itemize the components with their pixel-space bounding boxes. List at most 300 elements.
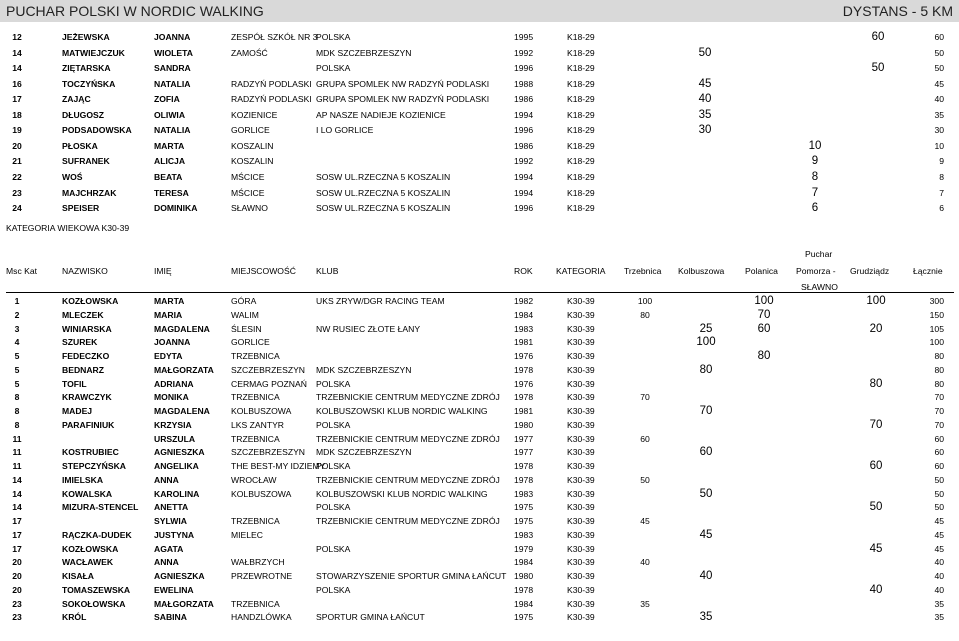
cell-total: 30	[934, 125, 944, 136]
cell-town: KOZIENICE	[231, 109, 278, 120]
cell-surname: TOFIL	[62, 378, 87, 389]
cell-first-name: MARTA	[154, 296, 185, 306]
cell-first-name: URSZULA	[154, 433, 196, 444]
col-kategoria: KATEGORIA	[556, 266, 606, 276]
cell-total: 40	[934, 571, 944, 581]
cell-town: GÓRA	[231, 296, 257, 306]
cell-club: SOSW UL.RZECZNA 5 KOSZALIN	[316, 187, 451, 198]
cell-club: KOLBUSZOWSKI KLUB NORDIC WALKING	[316, 406, 488, 416]
cell-town: WROCŁAW	[231, 474, 277, 485]
cell-town: MŚCICE	[231, 187, 265, 198]
cell-place: 17	[12, 516, 22, 526]
cell-town: KOSZALIN	[231, 156, 274, 167]
cell-total: 45	[934, 78, 944, 89]
cell-polanica: 60	[757, 322, 771, 335]
cell-surname: KOZŁOWSKA	[62, 543, 119, 554]
cell-club: POLSKA	[316, 63, 351, 74]
cell-town: GORLICE	[231, 337, 270, 348]
cell-town: ZESPÓŁ SZKÓŁ NR 3	[231, 32, 318, 42]
cell-town: KOLBUSZOWA	[231, 488, 292, 499]
table-row	[0, 122, 959, 139]
cell-total: 80	[934, 364, 944, 375]
cell-surname: PŁOSKA	[62, 140, 98, 151]
cell-town: LKS ZANTYR	[231, 419, 285, 430]
cell-total: 7	[939, 187, 944, 198]
cell-category: K30-39	[567, 502, 595, 513]
distance-label: DYSTANS - 5 KM	[842, 3, 953, 19]
cell-first-name: DOMINIKA	[154, 203, 198, 214]
cell-place: 20	[12, 557, 22, 568]
cell-category: K18-29	[567, 140, 595, 151]
category-title: KATEGORIA WIEKOWA K30-39	[6, 223, 130, 233]
cell-category: K30-39	[567, 378, 595, 389]
cell-year: 1996	[514, 203, 534, 214]
cell-town: HANDZLÓWKA	[231, 612, 292, 623]
cell-surname: KRÓL	[62, 612, 87, 623]
cell-total: 80	[934, 351, 944, 361]
cell-score-1: 35	[698, 108, 712, 121]
cell-year: 1992	[514, 156, 534, 167]
cell-town: KOSZALIN	[231, 140, 274, 151]
col-lacznie: Łącznie	[913, 266, 943, 276]
report-title: PUCHAR POLSKI W NORDIC WALKING	[6, 3, 264, 19]
col-msc: Msc Kat	[6, 266, 38, 276]
cell-total: 45	[934, 543, 944, 554]
cell-town: SŁAWNO	[231, 203, 268, 214]
cell-town: WAŁBRZYCH	[231, 557, 285, 568]
cell-grudziadz: 45	[869, 542, 883, 555]
cell-club: GRUPA SPOMLEK NW RADZYŃ PODLASKI	[316, 94, 490, 105]
cell-trzebnica: 70	[640, 392, 650, 403]
cell-year: 1975	[514, 502, 534, 513]
cell-total: 150	[929, 309, 944, 320]
cell-town: WALIM	[231, 309, 259, 320]
table-row	[0, 60, 959, 77]
cell-town: TRZEBNICA	[231, 516, 280, 526]
cell-category: K30-39	[567, 433, 595, 444]
cell-kolbuszowa: 45	[699, 528, 713, 541]
cell-total: 50	[934, 47, 944, 58]
cell-first-name: AGNIESZKA	[154, 571, 205, 581]
cell-total: 45	[934, 516, 944, 526]
cell-first-name: ANNA	[154, 557, 179, 568]
table-row	[0, 29, 959, 46]
cell-year: 1975	[514, 516, 534, 526]
cell-surname: KOWALSKA	[62, 488, 113, 499]
cell-category: K18-29	[567, 187, 595, 198]
cell-first-name: ANGELIKA	[154, 461, 199, 471]
cell-club: POLSKA	[316, 378, 351, 389]
cell-first-name: SABINA	[154, 612, 187, 623]
cell-category: K30-39	[567, 419, 595, 430]
cell-place: 20	[12, 571, 22, 581]
cell-first-name: ANETTA	[154, 502, 189, 513]
cell-club: GRUPA SPOMLEK NW RADZYŃ PODLASKI	[316, 78, 490, 89]
cell-total: 60	[934, 461, 944, 471]
cell-trzebnica: 60	[640, 433, 650, 444]
cell-category: K18-29	[567, 78, 595, 89]
cell-place: 5	[14, 351, 20, 361]
cell-first-name: NATALIA	[154, 125, 191, 136]
cell-place: 5	[14, 364, 20, 375]
cell-town: THE BEST-MY IDZIEMY	[231, 461, 326, 471]
cell-place: 23	[12, 187, 22, 198]
table-row	[0, 169, 959, 186]
cell-club: MDK SZCZEBRZESZYN	[316, 447, 412, 458]
cell-year: 1986	[514, 140, 534, 151]
cell-category: K30-39	[567, 392, 595, 403]
cell-kolbuszowa: 50	[699, 487, 713, 500]
cell-town: ŚLESIN	[231, 323, 262, 334]
cell-first-name: BEATA	[154, 171, 183, 182]
cell-score-1: 50	[698, 46, 712, 59]
cell-grudziadz: 80	[869, 377, 883, 390]
report-header	[0, 0, 959, 22]
cell-category: K30-39	[567, 488, 595, 499]
cell-first-name: MARIA	[154, 309, 183, 320]
cell-total: 40	[934, 584, 944, 595]
cell-club: NW RUSIEC ZŁOTE ŁANY	[316, 323, 421, 334]
cell-place: 14	[12, 47, 22, 58]
cell-category: K18-29	[567, 109, 595, 120]
cell-year: 1977	[514, 447, 534, 458]
cell-grudziadz: 20	[869, 322, 883, 335]
cell-year: 1984	[514, 309, 534, 320]
cell-total: 70	[934, 419, 944, 430]
cell-first-name: ADRIANA	[154, 378, 194, 389]
cell-club: TRZEBNICKIE CENTRUM MEDYCZNE ZDRÓJ	[316, 516, 500, 526]
cell-surname: KRAWCZYK	[62, 392, 112, 403]
cell-place: 8	[14, 392, 20, 403]
cell-club: KOLBUSZOWSKI KLUB NORDIC WALKING	[316, 488, 488, 499]
cell-category: K18-29	[567, 47, 595, 58]
cell-category: K30-39	[567, 474, 595, 485]
table-row	[0, 45, 959, 62]
col-grudziadz: Grudziądz	[850, 266, 890, 276]
cell-place: 20	[12, 584, 22, 595]
cell-year: 1994	[514, 109, 534, 120]
cell-kolbuszowa: 100	[696, 336, 716, 349]
cell-club: POLSKA	[316, 419, 351, 430]
cell-category: K30-39	[567, 406, 595, 416]
cell-surname: MIZURA-STENCEL	[62, 502, 139, 513]
cell-surname: IMIELSKA	[62, 474, 104, 485]
cell-total: 40	[934, 557, 944, 568]
cell-category: K30-39	[567, 529, 595, 540]
cell-surname: TOCZYŃSKA	[62, 78, 116, 89]
cell-score-2: 6	[811, 202, 819, 215]
cell-total: 60	[934, 32, 944, 42]
cell-club: UKS ZRYW/DGR RACING TEAM	[316, 296, 445, 306]
cell-year: 1988	[514, 78, 534, 89]
cell-total: 60	[934, 447, 944, 458]
col-imie: IMIĘ	[154, 266, 172, 276]
cell-place: 12	[12, 32, 22, 42]
cell-surname: BEDNARZ	[62, 364, 105, 375]
cell-total: 80	[934, 378, 944, 389]
cell-surname: SZUREK	[62, 337, 98, 348]
cell-total: 100	[929, 337, 944, 348]
cell-trzebnica: 80	[640, 309, 650, 320]
cell-place: 14	[12, 502, 22, 513]
cell-town: CERMAG POZNAŃ	[231, 378, 307, 389]
cell-surname: KISAŁA	[62, 571, 94, 581]
cell-town: SZCZEBRZESZYN	[231, 364, 306, 375]
cell-place: 4	[14, 337, 20, 348]
cell-total: 70	[934, 406, 944, 416]
cell-year: 1979	[514, 543, 534, 554]
cell-town: SZCZEBRZESZYN	[231, 447, 306, 458]
cell-first-name: TERESA	[154, 187, 189, 198]
table-row	[0, 200, 959, 217]
cell-score-4: 60	[871, 31, 885, 43]
cell-place: 18	[12, 109, 22, 120]
cell-grudziadz: 100	[866, 295, 886, 307]
table-row	[0, 153, 959, 170]
cell-first-name: AGNIESZKA	[154, 447, 205, 458]
cell-town: TRZEBNICA	[231, 433, 280, 444]
cell-trzebnica: 50	[640, 474, 650, 485]
cell-total: 50	[934, 474, 944, 485]
cell-category: K30-39	[567, 337, 595, 348]
cell-place: 14	[12, 474, 22, 485]
cell-score-2: 7	[811, 186, 819, 199]
cell-year: 1996	[514, 125, 534, 136]
cell-year: 1983	[514, 488, 534, 499]
cell-year: 1994	[514, 187, 534, 198]
cell-trzebnica: 40	[640, 557, 650, 568]
cell-total: 50	[934, 488, 944, 499]
cell-total: 60	[934, 433, 944, 444]
cell-total: 8	[939, 171, 944, 182]
cell-surname: TOMASZEWSKA	[62, 584, 131, 595]
cell-polanica: 70	[757, 308, 771, 321]
cell-surname: MLECZEK	[62, 309, 104, 320]
cell-kolbuszowa: 40	[699, 570, 713, 582]
cell-first-name: JOANNA	[154, 337, 191, 348]
cell-year: 1984	[514, 598, 534, 609]
cell-place: 8	[14, 419, 20, 430]
cell-surname: RĄCZKA-DUDEK	[62, 529, 132, 540]
cell-place: 17	[12, 529, 22, 540]
cell-place: 1	[14, 296, 20, 306]
col-puchar-line1: Puchar	[805, 249, 833, 259]
cell-category: K30-39	[567, 447, 595, 458]
cell-grudziadz: 50	[869, 501, 883, 514]
cell-surname: ZIĘTARSKA	[62, 63, 111, 74]
cell-town: TRZEBNICA	[231, 598, 280, 609]
cell-year: 1984	[514, 557, 534, 568]
cell-category: K18-29	[567, 63, 595, 74]
cell-year: 1983	[514, 323, 534, 334]
cell-polanica: 80	[757, 350, 771, 362]
cell-first-name: ZOFIA	[154, 94, 180, 105]
table-row	[0, 91, 959, 108]
cell-town: RADZYŃ PODLASKI	[231, 78, 312, 89]
cell-first-name: MAGDALENA	[154, 406, 210, 416]
cell-year: 1976	[514, 378, 534, 389]
cell-total: 105	[929, 323, 944, 334]
cell-surname: SUFRANEK	[62, 156, 110, 167]
cell-trzebnica: 100	[637, 296, 653, 306]
cell-grudziadz: 70	[869, 418, 883, 431]
cell-place: 17	[12, 543, 22, 554]
cell-surname: WINIARSKA	[62, 323, 112, 334]
cell-kolbuszowa: 70	[699, 405, 713, 417]
cell-year: 1995	[514, 32, 534, 42]
cell-category: K18-29	[567, 94, 595, 105]
cell-club: MDK SZCZEBRZESZYN	[316, 364, 412, 375]
cell-year: 1980	[514, 419, 534, 430]
col-trzebnica: Trzebnica	[624, 266, 662, 276]
cell-club: TRZEBNICKIE CENTRUM MEDYCZNE ZDRÓJ	[316, 474, 500, 485]
cell-first-name: JOANNA	[154, 32, 191, 42]
cell-surname: PODSADOWSKA	[62, 125, 132, 136]
cell-place: 8	[14, 406, 20, 416]
table-row	[0, 138, 959, 155]
cell-total: 35	[934, 612, 944, 623]
cell-club: POLSKA	[316, 543, 351, 554]
cell-first-name: SYLWIA	[154, 516, 187, 526]
cell-category: K18-29	[567, 203, 595, 214]
cell-place: 22	[12, 171, 22, 182]
cell-year: 1983	[514, 529, 534, 540]
cell-club: POLSKA	[316, 502, 351, 513]
cell-category: K18-29	[567, 171, 595, 182]
cell-club: AP NASZE NADIEJE KOZIENICE	[316, 109, 446, 120]
cell-surname: KOSTRUBIEC	[62, 447, 119, 458]
cell-total: 9	[939, 156, 944, 167]
cell-town: TRZEBNICA	[231, 392, 280, 403]
col-klub: KLUB	[316, 266, 339, 276]
cell-first-name: MONIKA	[154, 392, 189, 403]
cell-total: 300	[929, 296, 944, 306]
cell-town: RADZYŃ PODLASKI	[231, 94, 312, 105]
cell-surname: WACŁAWEK	[62, 557, 114, 568]
cell-score-2: 8	[811, 170, 819, 183]
cell-category: K30-39	[567, 598, 595, 609]
cell-club: STOWARZYSZENIE SPORTUR GMINA ŁAŃCUT	[316, 571, 507, 581]
cell-category: K30-39	[567, 543, 595, 554]
cell-club: I LO GORLICE	[316, 125, 374, 136]
cell-total: 45	[934, 529, 944, 540]
cell-first-name: MAŁGORZATA	[154, 598, 214, 609]
table-row	[0, 185, 959, 202]
cell-surname: PARAFINIUK	[62, 419, 115, 430]
cell-trzebnica: 45	[640, 516, 650, 526]
col-miejscowosc: MIEJSCOWOŚĆ	[231, 266, 296, 276]
cell-place: 19	[12, 125, 22, 136]
cell-first-name: KRZYSIA	[154, 419, 192, 430]
cell-year: 1981	[514, 406, 534, 416]
cell-category: K30-39	[567, 351, 595, 361]
cell-polanica: 100	[754, 295, 774, 307]
cell-place: 21	[12, 156, 22, 167]
cell-surname: DŁUGOSZ	[62, 109, 105, 120]
cell-club: TRZEBNICKIE CENTRUM MEDYCZNE ZDRÓJ	[316, 433, 500, 444]
cell-year: 1980	[514, 571, 534, 581]
col-puchar-line3: SŁAWNO	[801, 282, 838, 292]
cell-year: 1986	[514, 94, 534, 105]
cell-place: 23	[12, 612, 22, 623]
cell-place: 24	[12, 203, 22, 214]
cell-club: POLSKA	[316, 584, 351, 595]
cell-surname: SPEISER	[62, 203, 100, 214]
cell-town: MŚCICE	[231, 171, 265, 182]
cell-surname: MADEJ	[62, 406, 93, 416]
cell-surname: SOKOŁOWSKA	[62, 598, 126, 609]
cell-score-4: 50	[871, 62, 885, 75]
cell-year: 1975	[514, 612, 534, 623]
cell-total: 40	[934, 94, 944, 105]
cell-category: K18-29	[567, 32, 595, 42]
cell-first-name: NATALIA	[154, 78, 191, 89]
cell-score-2: 9	[811, 155, 819, 168]
cell-first-name: ANNA	[154, 474, 179, 485]
cell-grudziadz: 60	[869, 460, 883, 472]
cell-surname: WOŚ	[62, 171, 83, 182]
col-kolbuszowa: Kolbuszowa	[678, 266, 725, 276]
cell-year: 1996	[514, 63, 534, 74]
cell-first-name: JUSTYNA	[154, 529, 195, 540]
cell-year: 1981	[514, 337, 534, 348]
cell-total: 6	[939, 203, 944, 214]
cell-year: 1976	[514, 351, 534, 361]
cell-grudziadz: 40	[869, 583, 883, 596]
cell-place: 5	[14, 378, 20, 389]
cell-first-name: EDYTA	[154, 351, 183, 361]
cell-town: PRZEWROTNE	[231, 571, 293, 581]
cell-category: K30-39	[567, 584, 595, 595]
cell-total: 70	[934, 392, 944, 403]
cell-club: POLSKA	[316, 32, 351, 42]
cell-place: 20	[12, 140, 22, 151]
cell-surname: STEPCZYŃSKA	[62, 461, 126, 471]
cell-kolbuszowa: 25	[699, 322, 713, 335]
cell-first-name: MARTA	[154, 140, 185, 151]
cell-first-name: MAGDALENA	[154, 323, 210, 334]
cell-kolbuszowa: 35	[699, 611, 713, 624]
cell-surname: ZAJĄC	[62, 94, 91, 105]
cell-surname: MATWIEJCZUK	[62, 47, 125, 58]
cell-first-name: OLIWIA	[154, 109, 186, 120]
cell-year: 1982	[514, 296, 534, 306]
cell-place: 17	[12, 94, 22, 105]
cell-score-2: 10	[808, 139, 822, 152]
cell-category: K30-39	[567, 557, 595, 568]
cell-year: 1992	[514, 47, 534, 58]
cell-first-name: WIOLETA	[154, 47, 193, 58]
cell-year: 1978	[514, 392, 534, 403]
cell-place: 11	[12, 433, 22, 444]
cell-surname: KOZŁOWSKA	[62, 296, 119, 306]
col-nazwisko: NAZWISKO	[62, 266, 108, 276]
cell-club: SOSW UL.RZECZNA 5 KOSZALIN	[316, 171, 451, 182]
cell-club: TRZEBNICKIE CENTRUM MEDYCZNE ZDRÓJ	[316, 392, 500, 403]
cell-year: 1978	[514, 364, 534, 375]
cell-club: SPORTUR GMINA ŁAŃCUT	[316, 612, 425, 623]
col-puchar-line2: Pomorza -	[796, 266, 836, 276]
cell-place: 14	[12, 63, 22, 74]
cell-surname: JEŻEWSKA	[62, 32, 110, 42]
cell-club: SOSW UL.RZECZNA 5 KOSZALIN	[316, 203, 451, 214]
cell-year: 1978	[514, 461, 534, 471]
cell-first-name: EWELINA	[154, 584, 194, 595]
cell-club: MDK SZCZEBRZESZYN	[316, 47, 412, 58]
col-rok: ROK	[514, 266, 533, 276]
cell-place: 11	[12, 447, 22, 458]
col-polanica: Polanica	[745, 266, 778, 276]
